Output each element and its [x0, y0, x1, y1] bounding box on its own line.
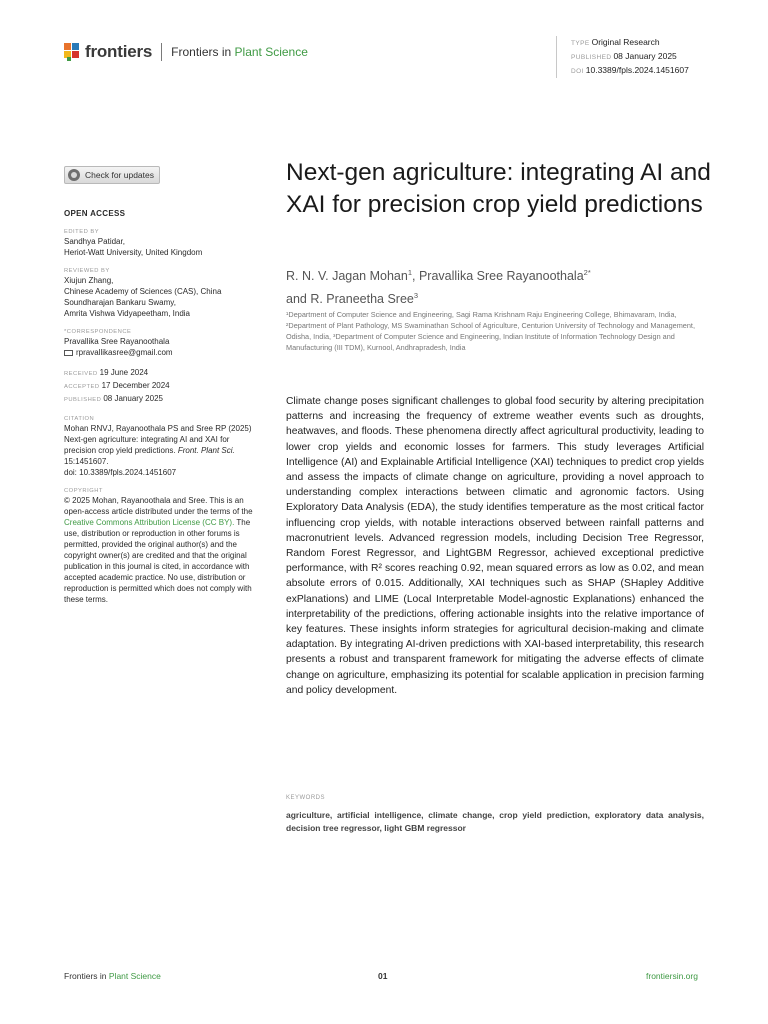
published-row — [64, 393, 254, 406]
published-label: PUBLISHED — [64, 397, 102, 403]
sidebar — [64, 208, 254, 605]
affiliations: ¹Department of Computer Science and Engineering, Sagi Rama Krishnam Raju Engineering College, Bhimavaram, India, ²Department of Plant Pathology, MS Swaminathan School of Agriculture, Centurion University of Technology and Management, Odisha, India, ³Department of Computer Science and Engineering, Indian Institute of Information Technology Design and Manufacturing (III TDM), Kurnool, Andhrapradesh, India — [286, 310, 695, 352]
citation-body: Mohan RNVJ, Rayanoothala PS and Sree RP (2025) Next-gen agriculture: integrating AI and XAI for precision crop yield predictions. — [64, 424, 252, 455]
dates-block — [64, 367, 254, 406]
keywords-label: KEYWORDS — [286, 795, 326, 801]
edited-by-label: EDITED BY — [64, 229, 100, 235]
accepted-value: 17 December 2024 — [101, 381, 170, 390]
reviewer-1-name: Xiujun Zhang, — [64, 276, 114, 285]
update-icon — [68, 169, 80, 181]
abstract: Climate change poses significant challenges to global food security by altering precipitation patterns and increasing the frequency of extreme weather events such as droughts, heatwaves, and floods. These phenomena directly affect agricultural productivity, leading to lower crop yields and economic losses for farmers. This study leverages Artificial Intelligence (AI) and Explainable Artificial Intelligence (XAI) techniques to predict crop yields and assess the impacts of climate change on agriculture, providing a novel approach to understanding complex interactions between climatic and agronomic factors. Using Exploratory Data Analysis (EDA), the study identifies temperature as the most critical factor influencing crop yields, with notable interactions observed between rainfall patterns and macronutrient levels. Advanced regression models, including Decision Tree Regressor, Random Forest Regressor, and LightGBM Regressor, achieved exceptional predictive performance, with R² scores reaching 0.92, mean squared errors as low as 0.02, and mean absolute errors of 0.015. Additionally, XAI techniques such as SHAP (SHapley Additive exPlanations) and LIME (Local Interpretable Model-agnostic Explanations) enhanced the interpretability of the predictions, offering actionable insights into the relative importance of key features. These insights inform strategies for agricultural decision-making and climate adaptation. By integrating AI-driven predictions with XAI-based interpretability, this research presents a robust and transparent framework for mitigating the adverse effects of climate change on agriculture, emphasizing its potential for scalable application in precision farming and policy development. — [286, 396, 704, 696]
journal-title: Plant Science — [234, 45, 308, 59]
footer-journal-name: Plant Science — [108, 971, 161, 981]
correspondence-label: *CORRESPONDENCE — [64, 329, 132, 335]
frontiers-logo[interactable] — [64, 41, 308, 63]
keywords: agriculture, artificial intelligence, climate change, crop yield prediction, exploratory data analysis, decision tree regressor, light GBM regressor — [286, 810, 704, 833]
brand-wordmark: frontiers — [85, 42, 153, 61]
check-for-updates-label: Check for updates — [85, 170, 154, 180]
citation-label: CITATION — [64, 416, 95, 422]
meta-published-label: PUBLISHED — [571, 54, 612, 61]
received-value: 19 June 2024 — [99, 368, 149, 377]
article-title: Next-gen agriculture: integrating AI and XAI for precision crop yield predictions — [286, 159, 711, 218]
meta-doi[interactable] — [571, 64, 689, 78]
accepted-label: ACCEPTED — [64, 384, 100, 390]
meta-doi-value[interactable]: 10.3389/fpls.2024.1451607 — [585, 65, 689, 75]
meta-published — [571, 50, 689, 64]
published-value: 08 January 2025 — [103, 394, 163, 403]
frontiers-logo-icon — [64, 43, 80, 61]
citation-volume: 15:1451607. — [64, 457, 109, 466]
cc-by-link[interactable]: Creative Commons Attribution License (CC BY). — [64, 518, 235, 527]
correspondence-name: Pravallika Sree Rayanoothala — [64, 337, 170, 346]
editor-name: Sandhya Patidar, — [64, 237, 125, 246]
logo-divider — [161, 43, 162, 61]
citation-text — [64, 423, 254, 478]
received-label: RECEIVED — [64, 371, 98, 377]
copyright-post: The use, distribution or reproduction in other forums is permitted, provided the original author(s) and the copyright owner(s) are credited and that the original publication in this journal is cited, in accordance with accepted academic practice. No use, distribution or reproduction is permitted which does not comply with these terms. — [64, 518, 252, 604]
reviewed-by-label: REVIEWED BY — [64, 268, 110, 274]
open-access-label: OPEN ACCESS — [64, 209, 126, 218]
meta-published-value: 08 January 2025 — [613, 51, 677, 61]
journal-prefix: Frontiers in — [171, 45, 232, 59]
meta-type-value: Original Research — [591, 37, 660, 47]
author-1-affil: 1 — [407, 268, 413, 277]
reviewer-1-affiliation: Chinese Academy of Sciences (CAS), China — [64, 287, 222, 296]
page-number: 01 — [378, 971, 388, 981]
citation-doi[interactable]: doi: 10.3389/fpls.2024.1451607 — [64, 468, 177, 477]
citation-journal: Front. Plant Sci. — [177, 446, 235, 455]
author-2-affil: 2* — [583, 268, 591, 277]
footer-site-link[interactable]: frontiersin.org — [646, 971, 698, 981]
footer-journal[interactable] — [64, 971, 161, 981]
correspondence-email[interactable]: rpravallikasree@gmail.com — [76, 348, 173, 357]
copyright-text — [64, 495, 254, 605]
author-2[interactable]: Pravallika Sree Rayanoothala — [418, 269, 584, 284]
meta-type-label: TYPE — [571, 40, 590, 47]
meta-doi-label: DOI — [571, 68, 584, 75]
email-icon — [64, 350, 73, 356]
correspondence-email-row[interactable] — [64, 347, 254, 358]
footer-journal-prefix: Frontiers in — [64, 971, 107, 981]
copyright-pre: © 2025 Mohan, Rayanoothala and Sree. This is an open-access article distributed under the terms of the — [64, 496, 253, 516]
accepted-row — [64, 380, 254, 393]
received-row — [64, 367, 254, 380]
article-meta — [556, 36, 689, 78]
copyright-label: COPYRIGHT — [64, 488, 103, 494]
reviewer-2-affiliation: Amrita Vishwa Vidyapeetham, India — [64, 309, 190, 318]
author-1[interactable]: R. N. V. Jagan Mohan — [286, 269, 408, 284]
reviewer-2-name: Soundharajan Bankaru Swamy, — [64, 298, 176, 307]
meta-type — [571, 36, 689, 50]
author-3-affil: 3 — [413, 291, 419, 301]
journal-name — [171, 45, 308, 59]
author-list: R. N. V. Jagan Mohan$^1$, Pravallika Sree Rayanoothala$^{2*}$ and R. Praneetha Sree$^3$ — [286, 268, 591, 307]
check-for-updates-button[interactable] — [64, 166, 160, 184]
editor-affiliation: Heriot-Watt University, United Kingdom — [64, 248, 203, 257]
author-3[interactable]: and R. Praneetha Sree — [286, 292, 414, 307]
